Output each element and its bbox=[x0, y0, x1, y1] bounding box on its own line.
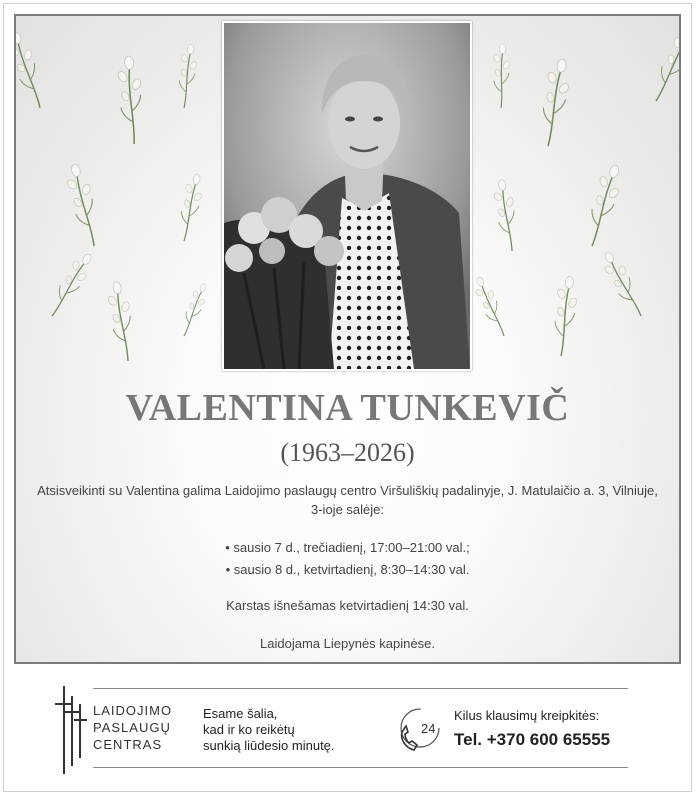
obituary-card bbox=[14, 14, 681, 664]
slogan-line: sunkią liūdesio minutę. bbox=[203, 738, 335, 753]
company-logo-text bbox=[93, 702, 172, 753]
life-years: (1963–2026) bbox=[280, 438, 415, 467]
logo-line: CENTRAS bbox=[93, 737, 163, 752]
schedule-item: • sausio 8 d., ketvirtadienį, 8:30–14:30 val. bbox=[225, 562, 470, 577]
farewell-schedule bbox=[16, 537, 679, 581]
slogan-line: Esame šalia, bbox=[203, 706, 278, 721]
slogan-line: kad ir ko reikėtų bbox=[203, 722, 295, 737]
farewell-location-text: Atsisveikinti su Valentina galima Laidojimo paslaugų centro Viršuliškių padalinyje, J. Matulaičio a. 3, Vilniuje, 3-ioje salėje: bbox=[37, 483, 658, 517]
phone-number[interactable]: Tel. +370 600 65555 bbox=[454, 730, 611, 749]
burial-text: Laidojama Liepynės kapinėse. bbox=[260, 636, 435, 651]
logo-line: LAIDOJIMO bbox=[93, 703, 173, 718]
footer-divider-bottom bbox=[93, 767, 628, 768]
help-label: Kilus klausimų kreipkitės: bbox=[454, 708, 600, 723]
portrait-photo bbox=[222, 21, 472, 371]
schedule-item: • sausio 7 d., trečiadienį, 17:00–21:00 val.; bbox=[225, 540, 470, 555]
24h-phone-icon bbox=[396, 706, 442, 752]
phone-icon-label: 24 bbox=[421, 721, 436, 736]
slogan bbox=[203, 706, 335, 754]
three-crosses-icon bbox=[52, 686, 88, 774]
deceased-name: VALENTINA TUNKEVIČ bbox=[125, 387, 570, 429]
logo-line: PASLAUGŲ bbox=[93, 720, 171, 735]
footer-divider-top bbox=[93, 688, 628, 689]
carry-out-text: Karstas išnešamas ketvirtadienį 14:30 val. bbox=[226, 598, 469, 613]
